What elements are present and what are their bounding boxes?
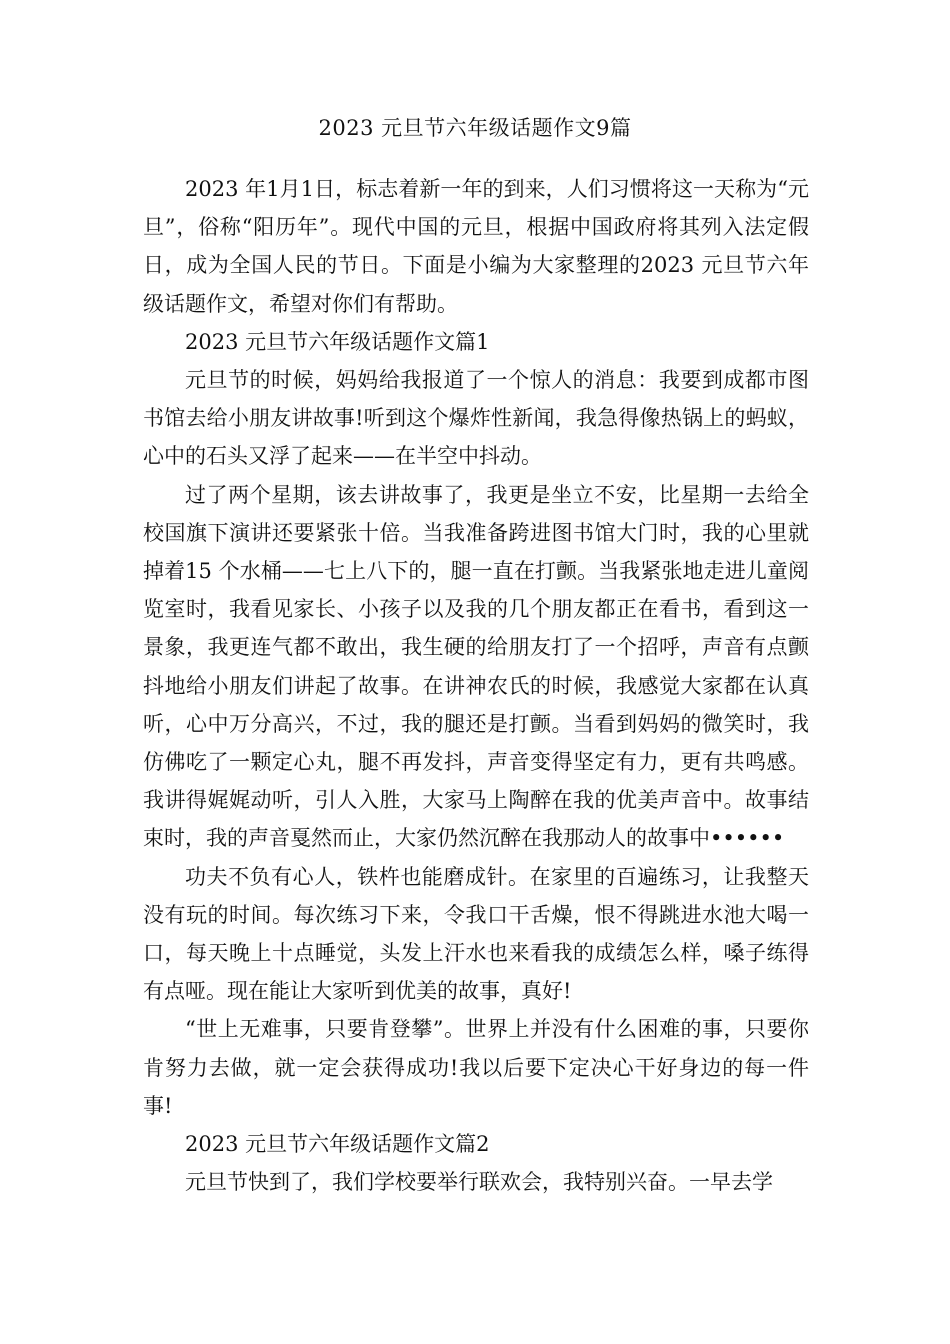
paragraph: “世上无难事，只要肯登攀”。世界上并没有什么困难的事，只要你肯努力去做，就一定会获得成功!我以后要下定决心干好身边的每一件事! [143,1017,809,1118]
section-heading-1: 2023 元旦节六年级话题作文篇1 [185,329,490,354]
intro-paragraph: 2023 年1月1日，标志着新一年的到来，人们习惯将这一天称为“元旦”，俗称“阳历年”。现代中国的元旦，根据中国政府将其列入法定假日，成为全国人民的节日。下面是小编为大家整理的2023 元旦节六年级话题作文，希望对你们有帮助。 [143,177,809,316]
document-body [143,170,809,1201]
paragraph: 元旦节的时候，妈妈给我报道了一个惊人的消息：我要到成都市图书馆去给小朋友讲故事!听到这个爆炸性新闻，我急得像热锅上的蚂蚁，心中的石头又浮了起来——在半空中抖动。 [143,368,809,469]
document-title: 2023 元旦节六年级话题作文9篇 [318,116,632,140]
paragraph: 元旦节快到了，我们学校要举行联欢会，我特别兴奋。一早去学 [185,1170,773,1195]
section-heading-2: 2023 元旦节六年级话题作文篇2 [185,1132,490,1157]
paragraph: 功夫不负有心人，铁杵也能磨成针。在家里的百遍练习，让我整天没有玩的时间。每次练习下来，令我口干舌燥，恨不得跳进水池大喝一口，每天晚上十点睡觉，头发上汗水也来看我的成绩怎么样，嗓子练得有点哑。现在能让大家听到优美的故事，真好! [143,864,809,1004]
paragraph: 过了两个星期，该去讲故事了，我更是坐立不安，比星期一去给全校国旗下演讲还要紧张十倍。当我准备跨进图书馆大门时，我的心里就掉着15 个水桶——七上八下的，腿一直在打颤。当我紧张地走进儿童阅览室时，我看见家长、小孩子以及我的几个朋友都正在看书，看到这一景象，我更连气都不敢出，我生硬的给朋友打了一个招呼，声音有点颤抖地给小朋友们讲起了故事。在讲神农氏的时候，我感觉大家都在认真听，心中万分高兴，不过，我的腿还是打颤。当看到妈妈的微笑时，我仿佛吃了一颗定心丸，腿不再发抖，声音变得坚定有力，更有共鸣感。我讲得娓娓动听，引人入胜，大家马上陶醉在我的优美声音中。故事结束时，我的声音戛然而止，大家仍然沉醉在我那动人的故事中•••••• [143,482,809,851]
